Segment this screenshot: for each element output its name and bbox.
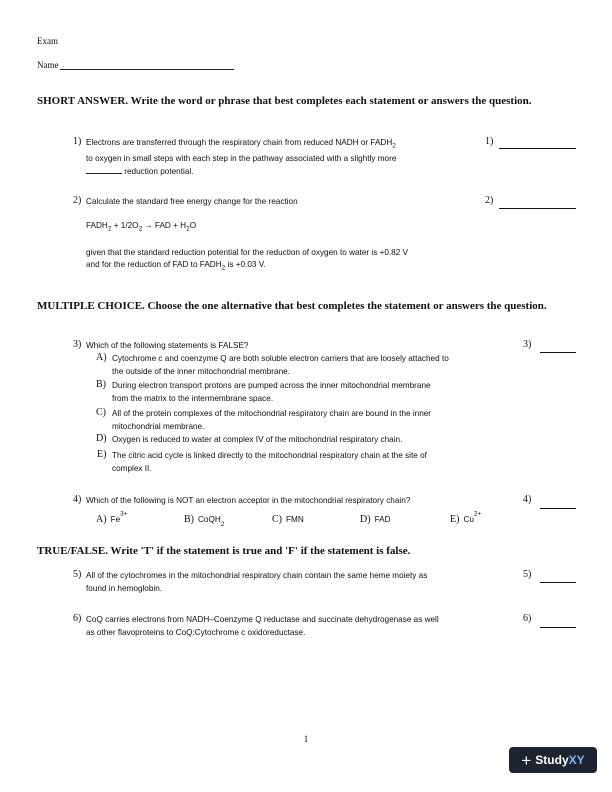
brand-study: Study	[535, 753, 569, 767]
question-1-number: 1)	[73, 136, 82, 147]
option-3c[interactable]: C) All of the protein complexes of the mitochondrial respiratory chain are bound in the inner mitochondrial membrane.	[96, 407, 432, 431]
answer-4-number: 4)	[523, 494, 532, 505]
answer-3-blank[interactable]	[540, 352, 576, 353]
answer-2-number: 2)	[485, 195, 494, 206]
option-3a[interactable]: A) Cytochrome c and coenzyme Q are both soluble electron carriers that are loosely attached to the outside of the inner mitochondrial membrane.	[96, 352, 449, 376]
answer-2-blank[interactable]	[499, 208, 576, 209]
option-4a[interactable]: A) $Fe^{3+}$	[96, 510, 128, 525]
answer-6-blank[interactable]	[540, 627, 576, 628]
answer-6-number: 6)	[523, 613, 532, 624]
answer-5-number: 5)	[523, 569, 532, 580]
short-answer-heading: SHORT ANSWER. Write the word or phrase that best completes each statement or answers the question.	[37, 95, 532, 107]
answer-5-blank[interactable]	[540, 582, 576, 583]
question-3-number: 3)	[73, 339, 82, 350]
plus-icon: +	[521, 750, 532, 770]
q1-line1: Electrons are transferred through the respiratory chain from reduced NADH or FADH	[86, 138, 393, 147]
question-2-text	[86, 196, 486, 275]
question-5-text: All of the cytochromes in the mitochondrial respiratory chain contain the same heme moiety as found in hemoglobin.	[86, 571, 428, 593]
question-2-number: 2)	[73, 195, 82, 206]
question-6-text: CoQ carries electrons from NADH–Coenzyme Q reductase and succinate dehydrogenase as well as other flavoproteins to CoQ:Cytochrome c oxidoreductase.	[86, 615, 439, 637]
question-5-number: 5)	[73, 569, 82, 580]
option-3d[interactable]: D) Oxygen is reduced to water at complex IV of the mitochondrial respiratory chain.	[96, 433, 403, 444]
option-3b[interactable]: B) During electron transport protons are pumped across the inner mitochondrial membrane from the matrix to the intermembrane space.	[96, 379, 431, 403]
name-label: Name	[37, 60, 59, 70]
question-1-text	[86, 137, 476, 178]
page-number: 1	[303, 734, 309, 744]
question-4-number: 4)	[73, 494, 82, 505]
answer-4-blank[interactable]	[540, 508, 576, 509]
q1-inline-blank[interactable]	[86, 166, 122, 174]
q1-line2: to oxygen in small steps with each step in the pathway associated with a slightly more	[86, 154, 397, 164]
true-false-heading: TRUE/FALSE. Write 'T' if the statement is true and 'F' if the statement is false.	[37, 545, 411, 557]
option-4b[interactable]: B) CoQH$_2$	[184, 514, 225, 529]
question-6-number: 6)	[73, 613, 82, 624]
question-3-options	[96, 352, 516, 475]
studyxy-badge[interactable]	[509, 747, 597, 773]
multiple-choice-heading: MULTIPLE CHOICE. Choose the one alternative that best completes the statement or answers the question.	[37, 300, 547, 312]
option-4d[interactable]: D) FAD	[360, 514, 391, 525]
q2-equation: $FADH_2 + 1/2O_2$ → FAD + $H_2O$	[86, 220, 197, 233]
option-4e[interactable]: E) $Cu^{2+}$	[450, 510, 482, 525]
answer-3-number: 3)	[523, 339, 532, 350]
question-4-stem: Which of the following is NOT an electron acceptor in the mitochondrial respiratory chain?	[86, 496, 411, 505]
option-3e[interactable]: E) The citric acid cycle is linked directly to the mitochondrial respiratory chain at the site of complex II.	[97, 449, 427, 473]
brand-xy: XY	[568, 753, 585, 767]
q2-line1: Calculate the standard free energy change for the reaction	[86, 197, 298, 206]
q2-given-line2: and for the reduction of FAD to $FADH_2$ is +0.03 V.	[86, 260, 266, 272]
q1-line3: reduction potential.	[124, 166, 194, 176]
name-field[interactable]	[37, 60, 234, 70]
answer-1-number: 1)	[485, 136, 494, 147]
option-4c[interactable]: C) FMN	[272, 514, 304, 525]
q2-given-line1: given that the standard reduction potential for the reduction of oxygen to water is +0.82 V	[86, 247, 409, 257]
exam-label: Exam	[37, 36, 58, 46]
q1-sub: 2	[392, 142, 396, 150]
question-3-stem: Which of the following statements is FALSE?	[86, 341, 249, 350]
name-line[interactable]	[60, 60, 234, 70]
answer-1-blank[interactable]	[499, 148, 576, 149]
